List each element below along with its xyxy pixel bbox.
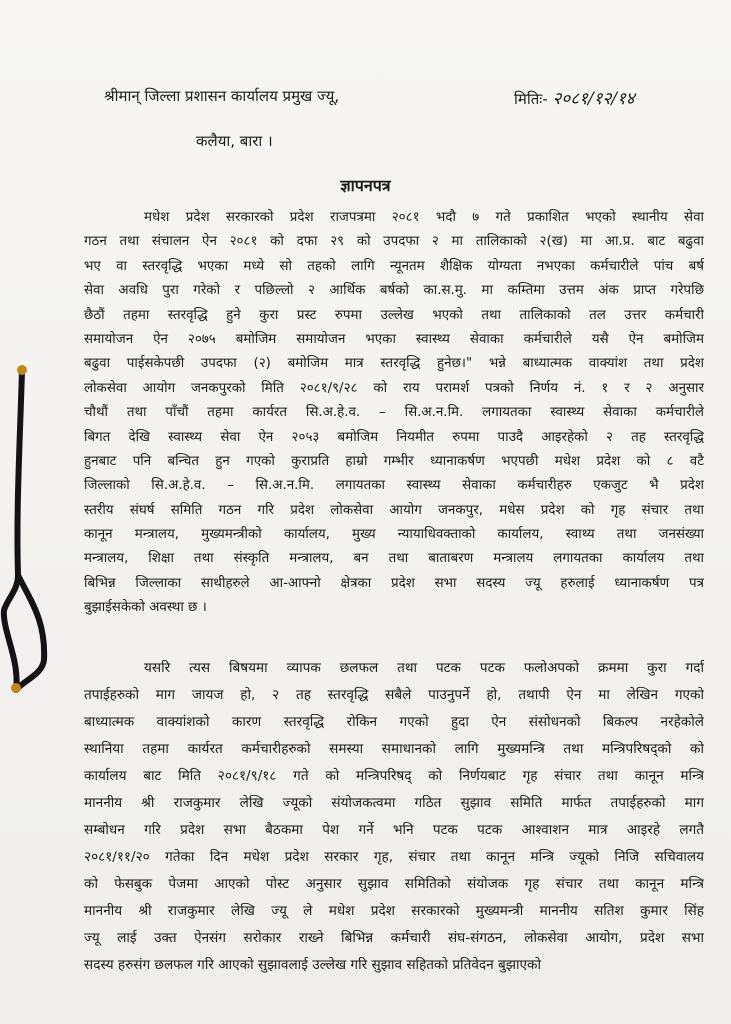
text-line: सम्बोधन गरि प्रदेश सभा बैठकमा पेश गर्ने भनि पटक पटक आश्वाशन मात्र आइरहे लगतै — [84, 822, 704, 838]
paragraph-2 — [84, 655, 704, 979]
document-subject: ज्ञापनपत्र — [340, 176, 391, 195]
text-line: छैठौं तहमा स्तरवृद्धि हुने कुरा प्रस्ट रुपमा उल्लेख भएको तथा तालिकाको तल उत्तर कर्मचारी — [84, 307, 704, 323]
text-line: माननीय श्री राजकुमार लेखि ज्यूको संयोजकत्वमा गठित सुझाव समिति मार्फत तपाईहरुको माग — [84, 795, 704, 811]
paragraph-1 — [84, 206, 704, 621]
text-line: को फेसबुक पेजमा आएको पोस्ट अनुसार सुझाव समितिको संयोजक गृह संचार तथा कानून मन्त्रि — [84, 876, 704, 892]
text-line: सेवा अवधि पुरा गरेको र पछिल्लो २ आर्थिक बर्षको का.स.मु. मा कम्तिमा उत्तम अंक प्राप्त गरेपछि — [84, 283, 704, 299]
text-line: कार्यालय बाट मिति २०८१/९/१८ गते को मन्त्रिपरिषद् को निर्णयबाट गृह संचार तथा कानून मन्त्रि — [84, 768, 704, 784]
text-line: यसरि त्यस बिषयमा व्यापक छलफल तथा पटक पटक फलोअपको क्रममा कुरा गर्दा — [144, 660, 704, 676]
text-line: लोकसेवा आयोग जनकपुरको मिति २०८१/९/२८ को राय परामर्श पत्रको निर्णय नं. १ र २ अनुसार — [84, 380, 704, 396]
text-line: तपाईहरुको माग जायज हो, २ तह स्तरवृद्धि सबैले पाउनुपर्ने हो, तथापी ऐन मा लेखिन गएको — [84, 687, 704, 703]
text-line: २०८१/११/२० गतेका दिन मधेश प्रदेश सरकार गृह, संचार तथा कानून मन्त्रि ज्यूको निजि सचिवालय — [84, 849, 704, 865]
text-line: बाध्यात्मक वाक्यांशको कारण स्तरवृद्धि रोकिन गएको हुदा ऐन संसोधनको बिकल्प नरहेकोले — [84, 714, 704, 730]
text-line: समायोजन ऐन २०७५ बमोजिम समायोजन भएका स्वास्थ्य सेवाका कर्मचारीले यसै ऐन बमोजिम — [84, 331, 704, 347]
text-line: स्थानिया तहमा कार्यरत कर्मचारीहरुको समस्या समाधानको लागि मुख्यमन्त्रि तथा मन्त्रिपरिषद्को को — [84, 741, 704, 757]
date — [514, 86, 635, 109]
binding-string-icon — [0, 360, 60, 700]
text-line: बिगत देखि स्वास्थ्य सेवा ऐन २०५३ बमोजिम नियमीत रुपमा पाउदै आइरहेको २ तह स्तरवृद्धि — [84, 429, 704, 445]
text-line: गठन तथा संचालन ऐन २०८१ को दफा २९ को उपदफा २ मा तालिकाको २(ख) मा आ.प्र. बाट बढुवा — [84, 234, 704, 250]
text-line: हुनबाट पनि बन्चित हुन गएको कुराप्रति हाम्रो गम्भीर ध्यानाकर्षण भएपछी मधेश प्रदेश को ८ वटै — [84, 453, 704, 469]
text-line: बिभिन्न जिल्लाका साथीहरुले आ-आफ्नो क्षेत्रका प्रदेश सभा सदस्य ज्यू हरुलाई ध्यानाकर्षण पत्र — [84, 575, 704, 591]
place: कलैया, बारा । — [196, 132, 273, 150]
text-line: स्तरीय संघर्ष समिति गठन गरि प्रदेश लोकसेवा आयोग जनकपुर, मधेस प्रदेश को गृह संचार तथा — [84, 502, 704, 518]
date-value: २०८१/१२/१४ — [552, 89, 635, 109]
text-line: मधेश प्रदेश सरकारको प्रदेश राजपत्रमा २०८१ भदौ ७ गते प्रकाशित भएको स्थानीय सेवा — [144, 210, 704, 225]
addressee: श्रीमान् जिल्ला प्रशासन कार्यालय प्रमुख ज्यू, — [104, 87, 340, 105]
text-line: चौथौं तथा पाँचौं तहमा कार्यरत सि.अ.हे.व. – सि.अ.न.मि. लगायतका स्वास्थ्य सेवाका कर्मचारीले — [84, 405, 704, 421]
text-line: माननीय श्री राजकुमार लेखि ज्यू ले मधेश प्रदेश सरकारको मुख्यमन्त्री माननीय सतिश कुमार सिंह — [84, 903, 704, 919]
text-line: सदस्य हरुसंग छलफल गरि आएको सुझावलाई उल्लेख गरि सुझाव सहितको प्रतिवेदन बुझाएको — [84, 957, 542, 973]
text-line: मन्त्रालय, शिक्षा तथा संस्कृति मन्त्रालय, बन तथा बाताबरण मन्त्रालय लगायतका कार्यालय तथा — [84, 551, 704, 567]
text-line: भए वा स्तरवृद्धि भएका मध्ये सो तहको लागि न्यूनतम शैक्षिक योग्यता नभएका कर्मचारीले पांच बर्ष — [84, 258, 704, 274]
text-line: बढुवा पाईसकेपछी उपदफा (२) बमोजिम मात्र स्तरवृद्धि हुनेछ।" भन्ने बाध्यात्मक वाक्यांश तथा प्रदेश — [84, 356, 704, 372]
text-line: कानून मन्त्रालय, मुख्यमन्त्रीको कार्यालय, मुख्य न्यायाधिवक्ताको कार्यालय, स्वाथ्य तथा जनसंख्या — [84, 527, 704, 543]
text-line: ज्यू लाई उक्त ऐनसंग सरोकार राख्ने बिभिन्न कर्मचारी संघ-संगठन, लोकसेवा आयोग, प्रदेश सभा — [84, 930, 704, 946]
text-line: जिल्लाको सि.अ.हे.व. – सि.अ.न.मि. लगायतका स्वास्थ्य सेवाका कर्मचारीहरु एकजुट भै प्रदेश — [84, 478, 704, 494]
text-line: बुझाईसकेको अवस्था छ । — [84, 600, 207, 616]
date-label: मितिः- — [514, 90, 548, 108]
